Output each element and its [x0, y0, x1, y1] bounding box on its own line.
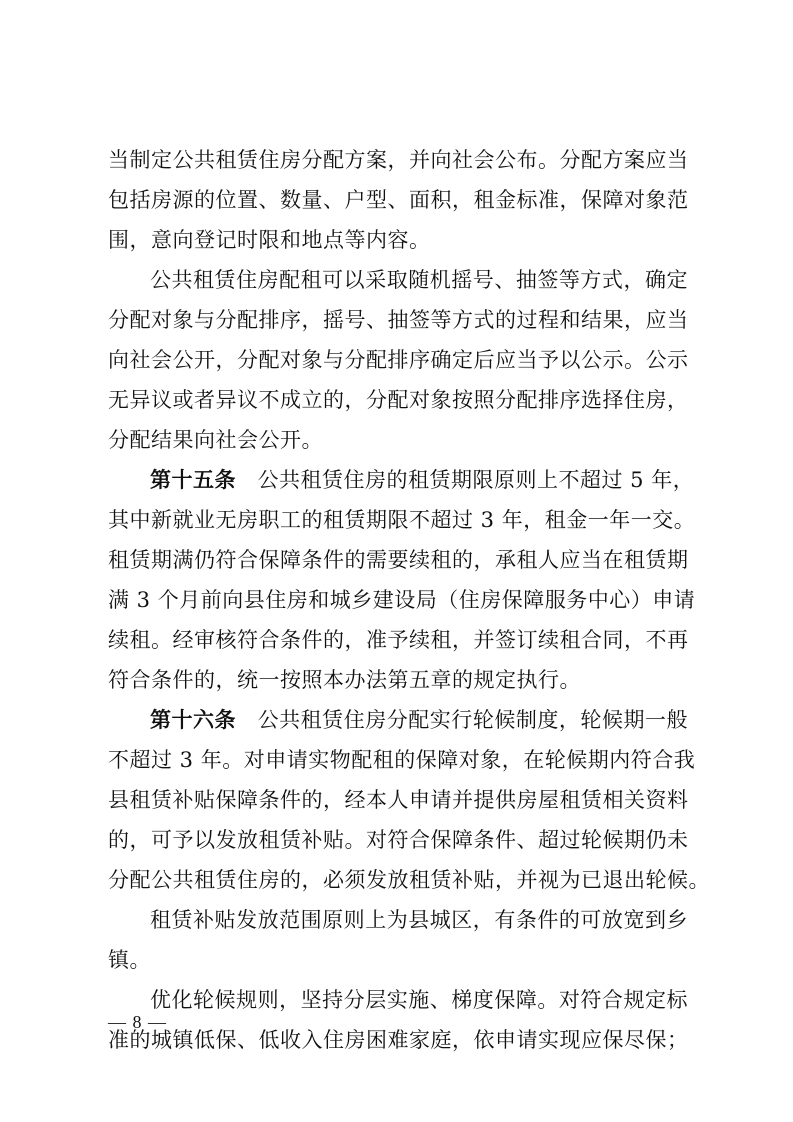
article-heading: 第十五条 — [150, 467, 236, 492]
article-heading: 第十六条 — [150, 707, 237, 732]
text-line: 县租赁补贴保障条件的，经本人申请并提供房屋租赁相关资料 — [108, 788, 689, 812]
page-number: — 8 — — [108, 1012, 167, 1032]
text-line: 镇。 — [108, 948, 151, 972]
text-line: 公共租赁住房配租可以采取随机摇号、抽签等方式，确定 — [150, 268, 688, 292]
text-line: 租赁期满仍符合保障条件的需要续租的，承租人应当在租赁期 — [108, 548, 689, 572]
text-line: 包括房源的位置、数量、户型、面积，租金标准，保障对象范 — [108, 188, 689, 212]
paragraph — [108, 140, 688, 260]
text-line: 续租。经审核符合条件的，准予续租，并签订续租合同，不再 — [108, 628, 689, 652]
text-line: 围，意向登记时限和地点等内容。 — [108, 228, 431, 252]
text-line: 向社会公开，分配对象与分配排序确定后应当予以公示。公示 — [108, 348, 689, 372]
text-line: 其中新就业无房职工的租赁期限不超过 3 年，租金一年一交。 — [108, 508, 696, 532]
paragraph — [108, 260, 688, 460]
text-line: 分配公共租赁住房的，必须发放租赁补贴，并视为已退出轮候。 — [108, 868, 710, 892]
text-line: 分配对象与分配排序，摇号、抽签等方式的过程和结果，应当 — [108, 308, 689, 332]
paragraph — [108, 900, 688, 980]
text-line: 当制定公共租赁住房分配方案，并向社会公布。分配方案应当 — [108, 148, 689, 172]
text-line — [108, 460, 695, 500]
paragraph — [108, 980, 688, 1060]
text-line: 不超过 3 年。对申请实物配租的保障对象，在轮候期内符合我 — [108, 748, 696, 772]
text-line: 优化轮候规则，坚持分层实施、梯度保障。对符合规定标 — [150, 988, 688, 1012]
text-line: 租赁补贴发放范围原则上为县城区，有条件的可放宽到乡 — [150, 908, 688, 932]
text-line: 的，可予以发放租赁补贴。对符合保障条件、超过轮候期仍未 — [108, 828, 689, 852]
article-15 — [108, 460, 696, 700]
text-line: 无异议或者异议不成立的，分配对象按照分配排序选择住房， — [108, 388, 689, 412]
text-line: 满 3 个月前向县住房和城乡建设局（住房保障服务中心）申请 — [108, 588, 696, 612]
text-line: 分配结果向社会公开。 — [108, 428, 323, 452]
article-16 — [108, 700, 710, 900]
text-line: 符合条件的，统一按照本办法第五章的规定执行。 — [108, 668, 581, 692]
article-text: 公共租赁住房的租赁期限原则上不超过 5 年， — [236, 468, 695, 492]
document-body — [108, 140, 710, 1060]
text-line: 准的城镇低保、低收入住房困难家庭，依申请实现应保尽保； — [108, 1028, 689, 1052]
text-line — [108, 700, 688, 740]
article-text: 公共租赁住房分配实行轮候制度，轮候期一般 — [236, 708, 689, 732]
